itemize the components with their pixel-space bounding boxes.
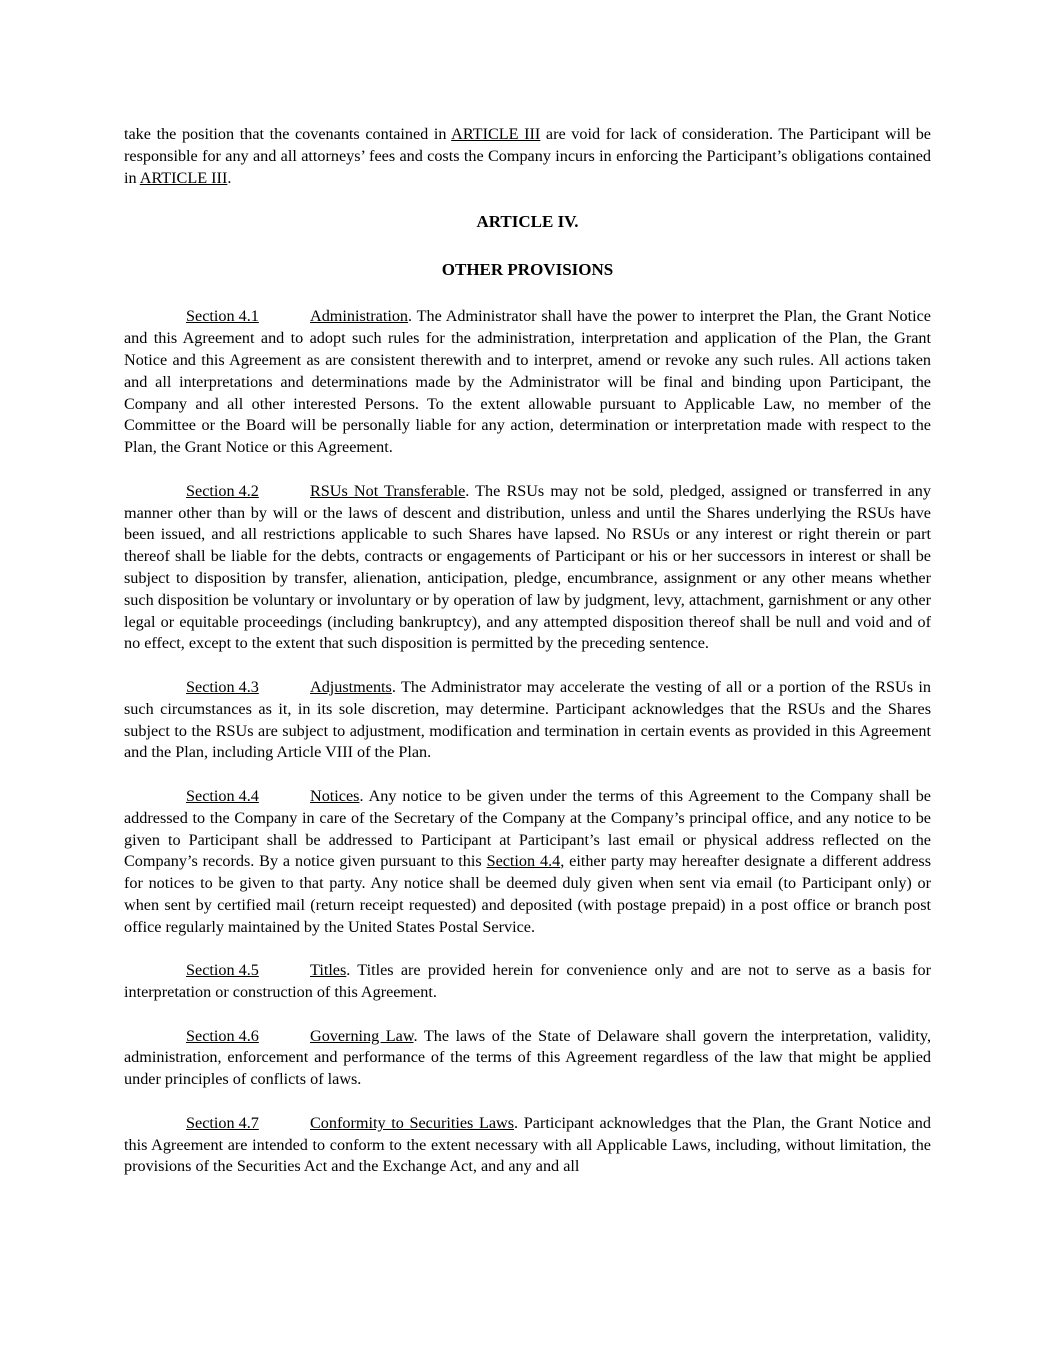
section-title: Administration xyxy=(310,307,409,326)
section-title: Notices xyxy=(310,786,360,805)
document-page xyxy=(124,124,931,1200)
section-4-3 xyxy=(124,677,931,764)
section-number: Section 4.1 xyxy=(186,307,259,326)
section-4-5 xyxy=(124,960,931,1004)
intro-text-2: are void for lack of consideration. The Participant will be responsible for any and all attorneys’ fees and costs the Company incurs in enforcing the Participant’s obligations contained in xyxy=(124,125,931,187)
intro-text-1: take the position that the covenants contained in xyxy=(124,125,452,143)
section-body: . Any notice to be given under the terms of this Agreement to the Company shall be addressed to the Company in care of the Secretary of the Company at the Company’s principal office, and any notice to be given to Participant shall be addressed to Participant at Participant’s last email or physical address reflected on the Company’s records. By a notice given pursuant to this xyxy=(124,786,931,871)
section-4-4-reference: Section 4.4 xyxy=(486,852,561,871)
section-title: Conformity to Securities Laws xyxy=(310,1113,515,1132)
section-4-7 xyxy=(124,1113,931,1178)
section-number: Section 4.3 xyxy=(186,677,259,696)
section-number: Section 4.6 xyxy=(186,1026,259,1045)
section-title: Titles xyxy=(310,961,347,980)
section-number: Section 4.7 xyxy=(186,1113,259,1132)
section-4-2 xyxy=(124,481,931,655)
section-4-4 xyxy=(124,786,931,939)
section-title: Governing Law xyxy=(310,1026,414,1045)
article-title: OTHER PROVISIONS xyxy=(441,260,614,280)
article-iii-reference: ARTICLE III xyxy=(139,168,228,187)
section-4-6 xyxy=(124,1026,931,1091)
section-body: . The laws of the State of Delaware shall govern the interpretation, validity, administration, enforcement and performance of the terms of this Agreement regardless of the law that might be applied under principles of conflicts of laws. xyxy=(124,1026,931,1089)
section-number: Section 4.4 xyxy=(186,786,259,805)
section-body: . Titles are provided herein for convenience only and are not to serve as a basis for interpretation or construction of this Agreement. xyxy=(124,961,931,1002)
article-iii-reference: ARTICLE III xyxy=(451,125,541,143)
section-number: Section 4.2 xyxy=(186,481,259,500)
section-body: . Participant acknowledges that the Plan, the Grant Notice and this Agreement are intended to conform to the extent necessary with all Applicable Laws, including, without limitation, the provisions of the Securities Act and the Exchange Act, and any and all xyxy=(124,1113,931,1176)
section-body-continued: , either party may hereafter designate a different address for notices to be given to that party. Any notice shall be deemed duly given when sent via email (to Participant only) or when sent by certified mail (return receipt requested) and deposited (with postage prepaid) in a post office or branch post office regularly maintained by the United States Postal Service. xyxy=(124,852,931,936)
section-body: . The RSUs may not be sold, pledged, assigned or transferred in any manner other than by will or the laws of descent and distribution, unless and until the Shares underlying the RSUs have been issued, and all restrictions applicable to such Shares have lapsed. No RSUs or any interest or right therein or part thereof shall be liable for the debts, contracts or engagements of Participant or his or her successors in interest or shall be subject to disposition by transfer, alienation, anticipation, pledge, encumbrance, assignment or any other means whether such disposition be voluntary or involuntary or by operation of law by judgment, levy, attachment, garnishment or any other legal or equitable proceedings (including bankruptcy), and any attempted disposition thereof shall be null and void and of no effect, except to the extent that such disposition is permitted by the preceding sentence. xyxy=(124,481,931,653)
section-body: . The Administrator may accelerate the vesting of all or a portion of the RSUs in such circumstances as it, in its sole discretion, may determine. Participant acknowledges that the RSUs and the Shares subject to the RSUs are subject to adjustment, modification and termination in certain events as provided in this Agreement and the Plan, including Article VIII of the Plan. xyxy=(124,677,931,762)
section-title: Adjustments xyxy=(310,677,392,696)
intro-paragraph xyxy=(124,124,931,189)
section-number: Section 4.5 xyxy=(186,961,259,980)
section-body: . The Administrator shall have the power to interpret the Plan, the Grant Notice and this Agreement and to adopt such rules for the administration, interpretation and application of the Plan, the Grant Notice and this Agreement as are consistent therewith and to interpret, amend or revoke any such rules. All actions taken and all interpretations and determinations made by the Administrator will be final and binding upon Participant, the Company and all other interested Persons. To the extent allowable pursuant to Applicable Law, no member of the Committee or the Board will be personally liable for any action, determination or interpretation made with respect to the Plan, the Grant Notice or this Agreement. xyxy=(124,307,931,457)
section-title: RSUs Not Transferable xyxy=(310,481,466,500)
intro-text-3: . xyxy=(227,168,232,187)
article-heading: ARTICLE IV. xyxy=(476,212,579,232)
section-4-1 xyxy=(124,306,931,459)
